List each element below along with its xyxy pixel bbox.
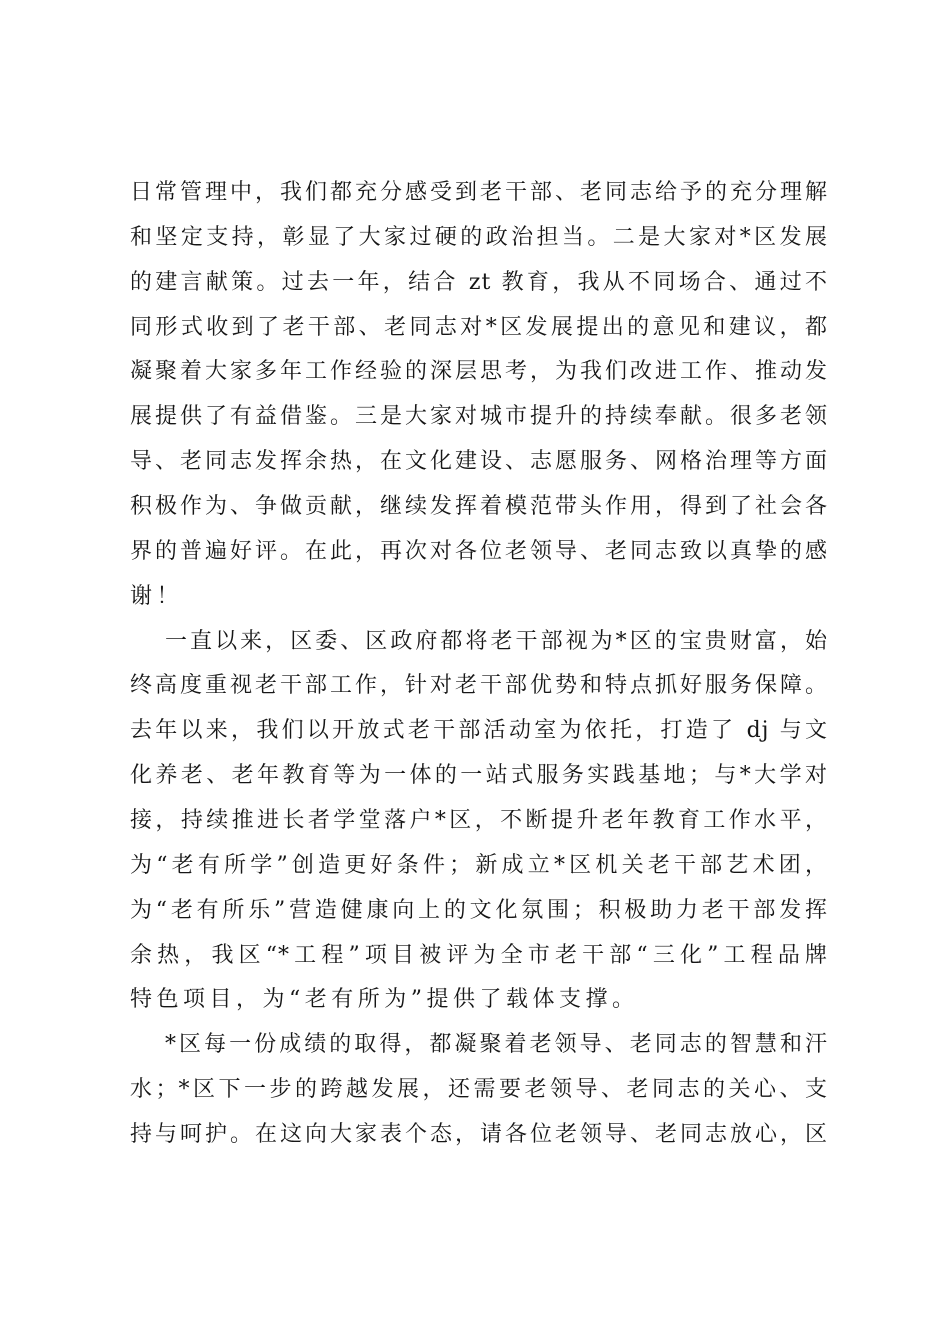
text-line: 凝聚着大家多年工作经验的深层思考，为我们改进工作、推动发 <box>130 359 828 385</box>
text-line: 一直以来，区委、区政府都将老干部视为*区的宝贵财富，始 <box>165 628 828 654</box>
text-line: 接，持续推进长者学堂落户*区，不断提升老年教育工作水平， <box>130 808 828 834</box>
text-line: 化养老、老年教育等为一体的一站式服务实践基地；与*大学对 <box>130 763 828 789</box>
text-line: 和坚定支持，彰显了大家过硬的政治担当。二是大家对*区发展 <box>130 224 828 250</box>
text-line: 去年以来，我们以开放式老干部活动室为依托，打造了 dj 与文 <box>130 718 828 744</box>
text-line: 为“老有所学”创造更好条件；新成立*区机关老干部艺术团， <box>130 852 828 878</box>
text-line: 持与呵护。在这向大家表个态，请各位老领导、老同志放心，区 <box>130 1122 828 1148</box>
text-line: 同形式收到了老干部、老同志对*区发展提出的意见和建议，都 <box>130 314 828 340</box>
paragraph-2 <box>130 620 828 1024</box>
text-line: 特色项目，为“老有所为”提供了载体支撑。 <box>130 987 639 1013</box>
text-line: 日常管理中，我们都充分感受到老干部、老同志给予的充分理解 <box>130 180 828 205</box>
paragraph-1 <box>130 171 828 620</box>
text-line: 水；*区下一步的跨越发展，还需要老领导、老同志的关心、支 <box>130 1077 828 1103</box>
text-line: 为“老有所乐”营造健康向上的文化氛围；积极助力老干部发挥 <box>130 897 828 923</box>
text-line: 展提供了有益借鉴。三是大家对城市提升的持续奉献。很多老领 <box>130 404 828 430</box>
paragraph-3 <box>130 1023 828 1158</box>
text-line: 积极作为、争做贡献，继续发挥着模范带头作用，得到了社会各 <box>130 494 828 520</box>
text-line: 终高度重视老干部工作，针对老干部优势和特点抓好服务保障。 <box>130 673 828 699</box>
text-line: 导、老同志发挥余热，在文化建设、志愿服务、网格治理等方面 <box>130 449 828 475</box>
text-line: 界的普遍好评。在此，再次对各位老领导、老同志致以真挚的感 <box>130 538 828 564</box>
text-line: *区每一份成绩的取得，都凝聚着老领导、老同志的智慧和汗 <box>165 1032 828 1058</box>
text-line: 的建言献策。过去一年，结合 zt 教育，我从不同场合、通过不 <box>130 269 828 295</box>
text-line: 余热，我区“*工程”项目被评为全市老干部“三化”工程品牌 <box>130 942 828 968</box>
text-line: 谢！ <box>130 583 184 609</box>
document-body <box>130 171 828 1158</box>
